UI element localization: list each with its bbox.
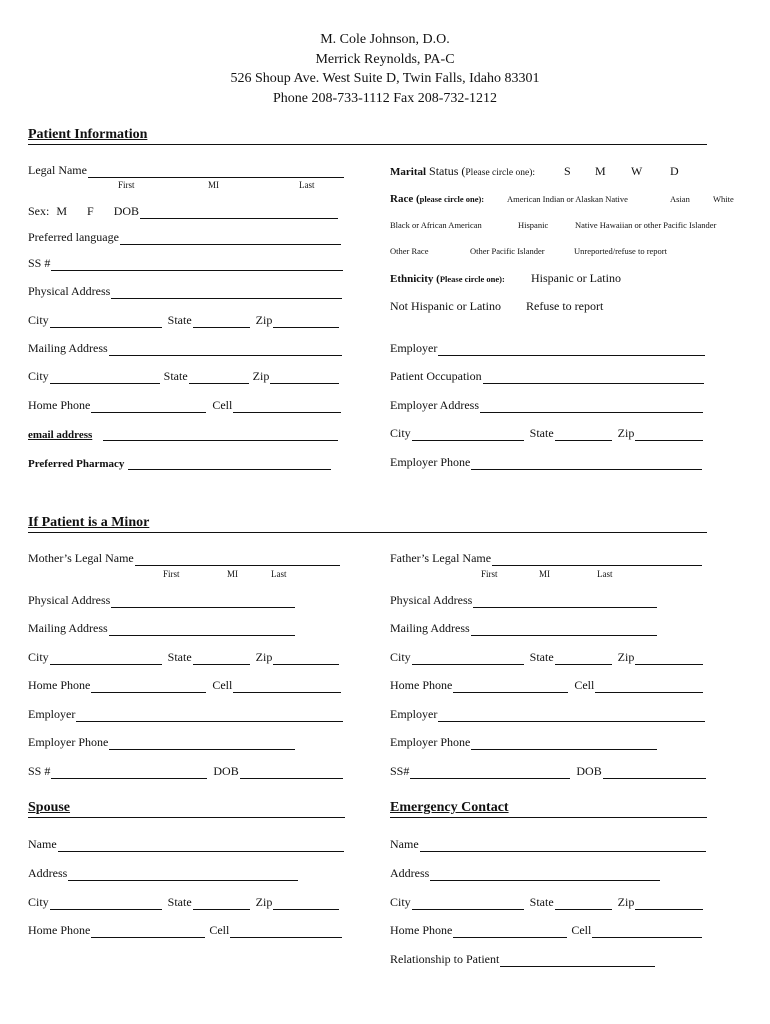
mother-mi-label: MI <box>227 569 238 579</box>
mother-first-label: First <box>163 569 180 579</box>
mother-dob-field[interactable] <box>240 766 343 779</box>
patient-info-title: Patient Information <box>28 127 707 145</box>
employer-address-row <box>390 398 703 413</box>
father-ss-field[interactable] <box>410 766 570 779</box>
physical-address-field[interactable] <box>111 286 342 299</box>
employer-phone-row <box>390 455 702 470</box>
dob-field[interactable] <box>140 206 338 219</box>
mother-physical-address-row <box>28 593 295 608</box>
practice-address: 526 Shoup Ave. West Suite D, Twin Falls, Idaho 83301 <box>230 71 540 86</box>
father-mi-label: MI <box>539 569 550 579</box>
emergency-cell-field[interactable] <box>592 925 702 938</box>
mother-employer-phone-label: Employer Phone <box>28 735 109 749</box>
occupation-row <box>390 369 704 384</box>
spouse-city-label: City <box>28 895 49 909</box>
zip-label: Zip <box>255 313 273 327</box>
emergency-zip-field[interactable] <box>635 897 703 910</box>
race-option-other-pacific[interactable]: Other Pacific Islander <box>470 246 545 256</box>
emergency-name-field[interactable] <box>420 839 706 852</box>
father-employer-phone-field[interactable] <box>471 737 657 750</box>
mother-physical-address-label: Physical Address <box>28 593 111 607</box>
employer-city-label: City <box>390 426 411 440</box>
race-option-native-hawaiian[interactable]: Native Hawaiian or other Pacific Islander <box>575 220 717 230</box>
mother-state-label: State <box>167 650 192 664</box>
language-row <box>28 230 341 245</box>
mother-name-row <box>28 551 340 566</box>
employer-label: Employer <box>390 341 438 355</box>
father-employer-label: Employer <box>390 707 438 721</box>
emergency-cell-label: Cell <box>571 923 592 937</box>
occupation-label: Patient Occupation <box>390 369 482 383</box>
preferred-language-label: Preferred language <box>28 230 119 244</box>
ss-label: SS # <box>28 256 51 270</box>
father-city-field[interactable] <box>412 652 524 665</box>
relationship-field[interactable] <box>500 954 655 967</box>
email-field[interactable] <box>103 428 338 441</box>
father-home-phone-field[interactable] <box>453 680 568 693</box>
mailing-city-field[interactable] <box>50 371 160 384</box>
spouse-zip-label: Zip <box>255 895 273 909</box>
emergency-address-field[interactable] <box>430 868 660 881</box>
father-mailing-address-field[interactable] <box>471 623 657 636</box>
state-label: State <box>167 313 192 327</box>
race-row <box>390 191 484 206</box>
emergency-city-field[interactable] <box>412 897 524 910</box>
pharmacy-label: Preferred Pharmacy <box>28 458 125 470</box>
race-option-american-indian[interactable]: American Indian or Alaskan Native <box>507 194 628 204</box>
spouse-cell-label: Cell <box>209 923 230 937</box>
legal-name-first-label: First <box>118 180 135 190</box>
legal-name-mi-label: MI <box>208 180 219 190</box>
home-phone-label: Home Phone <box>28 398 91 412</box>
employer-city-state-zip-row <box>390 426 703 441</box>
employer-phone-label: Employer Phone <box>390 455 471 469</box>
practice-phone-fax: Phone 208-733-1112 Fax 208-732-1212 <box>272 90 498 106</box>
emergency-address-row <box>390 866 660 881</box>
spouse-city-field[interactable] <box>50 897 162 910</box>
father-employer-phone-row <box>390 735 657 750</box>
father-name-row <box>390 551 702 566</box>
emergency-city-label: City <box>390 895 411 909</box>
father-ss-dob-row <box>390 764 706 779</box>
spouse-name-row <box>28 837 344 852</box>
spouse-city-state-zip-row <box>28 895 339 910</box>
father-home-phone-label: Home Phone <box>390 678 453 692</box>
father-physical-address-row <box>390 593 657 608</box>
employer-address-label: Employer Address <box>390 398 479 412</box>
father-dob-field[interactable] <box>603 766 706 779</box>
marital-d-option[interactable]: D <box>670 164 679 178</box>
race-note: please circle one): <box>419 194 485 204</box>
city-label: City <box>28 313 49 327</box>
mailing-city-label: City <box>28 369 49 383</box>
spouse-home-phone-field[interactable] <box>91 925 205 938</box>
emergency-name-label: Name <box>390 837 419 851</box>
father-last-label: Last <box>597 569 613 579</box>
ss-row <box>28 256 343 271</box>
mother-employer-phone-row <box>28 735 295 750</box>
mother-state-field[interactable] <box>193 652 250 665</box>
relationship-label: Relationship to Patient <box>390 952 500 966</box>
mother-ss-dob-row <box>28 764 343 779</box>
mother-last-label: Last <box>271 569 287 579</box>
father-city-state-zip-row <box>390 650 703 665</box>
spouse-state-label: State <box>167 895 192 909</box>
mother-home-phone-field[interactable] <box>91 680 206 693</box>
father-city-label: City <box>390 650 411 664</box>
spouse-section-title: Spouse <box>28 800 345 818</box>
mother-cell-label: Cell <box>212 678 233 692</box>
spouse-address-row <box>28 866 298 881</box>
employer-state-label: State <box>529 426 554 440</box>
ethnicity-label: Ethnicity ( <box>390 273 440 285</box>
emergency-contact-section-title: Emergency Contact <box>390 800 707 818</box>
spouse-name-label: Name <box>28 837 57 851</box>
employer-address-field[interactable] <box>480 400 703 413</box>
spouse-name-field[interactable] <box>58 839 344 852</box>
zip-field[interactable] <box>273 315 339 328</box>
legal-name-label: Legal Name <box>28 163 87 177</box>
ethnicity-note: Please circle one): <box>439 274 505 284</box>
race-option-other-race[interactable]: Other Race <box>390 246 429 256</box>
father-employer-field[interactable] <box>438 709 705 722</box>
mother-mailing-address-label: Mailing Address <box>28 621 108 635</box>
spouse-address-field[interactable] <box>68 868 298 881</box>
cell-label: Cell <box>212 398 233 412</box>
email-row <box>28 426 338 441</box>
home-phone-field[interactable] <box>91 400 206 413</box>
race-option-asian[interactable]: Asian <box>670 194 690 204</box>
spouse-address-label: Address <box>28 866 68 880</box>
mother-employer-phone-field[interactable] <box>109 737 295 750</box>
emergency-address-label: Address <box>390 866 430 880</box>
father-name-label: Father’s Legal Name <box>390 551 492 565</box>
mother-mailing-address-row <box>28 621 295 636</box>
father-mailing-address-row <box>390 621 657 636</box>
mother-city-state-zip-row <box>28 650 339 665</box>
spouse-zip-field[interactable] <box>273 897 339 910</box>
employer-zip-label: Zip <box>617 426 635 440</box>
employer-row <box>390 341 705 356</box>
father-dob-label: DOB <box>576 764 602 778</box>
mother-home-phone-label: Home Phone <box>28 678 91 692</box>
mother-name-label: Mother’s Legal Name <box>28 551 134 565</box>
relationship-row <box>390 952 655 967</box>
father-state-field[interactable] <box>555 652 612 665</box>
dob-label: DOB <box>113 204 140 218</box>
employer-field[interactable] <box>438 343 705 356</box>
home-phone-row <box>28 398 341 413</box>
marital-label: Marital <box>390 166 427 178</box>
emergency-zip-label: Zip <box>617 895 635 909</box>
mother-home-phone-row <box>28 678 341 693</box>
preferred-language-field[interactable] <box>120 232 341 245</box>
emergency-city-state-zip-row <box>390 895 703 910</box>
mother-dob-label: DOB <box>213 764 239 778</box>
mother-city-label: City <box>28 650 49 664</box>
marital-s-option[interactable]: S <box>564 164 571 178</box>
marital-w-option[interactable]: W <box>631 164 643 178</box>
race-option-hispanic[interactable]: Hispanic <box>518 220 549 230</box>
physical-address-row <box>28 284 342 299</box>
father-ss-label: SS# <box>390 764 410 778</box>
minor-section-title: If Patient is a Minor <box>28 515 707 533</box>
spouse-home-phone-row <box>28 923 342 938</box>
emergency-home-phone-row <box>390 923 702 938</box>
mother-employer-row <box>28 707 343 722</box>
father-zip-label: Zip <box>617 650 635 664</box>
sex-dob-row <box>28 204 338 219</box>
mother-ss-label: SS # <box>28 764 51 778</box>
emergency-name-row <box>390 837 706 852</box>
father-state-label: State <box>529 650 554 664</box>
mailing-zip-label: Zip <box>252 369 270 383</box>
mother-mailing-address-field[interactable] <box>109 623 295 636</box>
race-option-white[interactable]: White <box>713 194 734 204</box>
email-label: email address <box>28 429 93 441</box>
ethnicity-row <box>390 271 505 286</box>
legal-name-row <box>28 163 344 178</box>
marital-status-row <box>390 164 535 179</box>
doctor-name: M. Cole Johnson, D.O. <box>320 32 450 47</box>
mother-cell-field[interactable] <box>233 680 341 693</box>
sex-f-option[interactable]: F <box>87 204 94 218</box>
father-first-label: First <box>481 569 498 579</box>
pharmacy-field[interactable] <box>128 457 331 470</box>
city-field[interactable] <box>50 315 162 328</box>
mailing-address-label: Mailing Address <box>28 341 108 355</box>
father-cell-label: Cell <box>574 678 595 692</box>
mailing-zip-field[interactable] <box>270 371 339 384</box>
mother-city-field[interactable] <box>50 652 162 665</box>
employer-state-field[interactable] <box>555 428 612 441</box>
ethnicity-option-refuse[interactable]: Refuse to report <box>526 299 604 313</box>
city-state-zip-row <box>28 313 339 328</box>
ethnicity-option-hispanic[interactable]: Hispanic or Latino <box>531 271 621 285</box>
spouse-home-phone-label: Home Phone <box>28 923 91 937</box>
employer-phone-field[interactable] <box>471 457 702 470</box>
mailing-address-field[interactable] <box>109 343 342 356</box>
employer-zip-field[interactable] <box>635 428 703 441</box>
mother-name-field[interactable] <box>135 553 340 566</box>
race-option-black[interactable]: Black or African American <box>390 220 482 230</box>
marital-note: Please circle one): <box>465 168 536 178</box>
mailing-state-label: State <box>163 369 188 383</box>
marital-status-label: Status ( <box>429 164 466 178</box>
sex-m-option[interactable]: M <box>56 204 68 218</box>
physical-address-label: Physical Address <box>28 284 111 298</box>
marital-m-option[interactable]: M <box>595 164 606 178</box>
emergency-home-phone-field[interactable] <box>453 925 567 938</box>
father-employer-phone-label: Employer Phone <box>390 735 471 749</box>
father-home-phone-row <box>390 678 703 693</box>
mother-physical-address-field[interactable] <box>111 595 295 608</box>
race-label: Race ( <box>390 193 420 205</box>
father-cell-field[interactable] <box>595 680 703 693</box>
father-employer-row <box>390 707 705 722</box>
race-option-unreported[interactable]: Unreported/refuse to report <box>574 246 667 256</box>
occupation-field[interactable] <box>483 371 704 384</box>
mailing-address-row <box>28 341 342 356</box>
emergency-home-phone-label: Home Phone <box>390 923 453 937</box>
father-physical-address-field[interactable] <box>473 595 657 608</box>
practice-header <box>0 30 770 108</box>
sex-label: Sex: <box>28 204 50 218</box>
mailing-state-field[interactable] <box>189 371 249 384</box>
legal-name-field[interactable] <box>88 165 344 178</box>
father-name-field[interactable] <box>492 553 702 566</box>
mother-zip-label: Zip <box>255 650 273 664</box>
father-mailing-address-label: Mailing Address <box>390 621 470 635</box>
emergency-state-label: State <box>529 895 554 909</box>
mother-employer-label: Employer <box>28 707 76 721</box>
mother-zip-field[interactable] <box>273 652 339 665</box>
mother-ss-field[interactable] <box>51 766 207 779</box>
ethnicity-option-not-hispanic[interactable]: Not Hispanic or Latino <box>390 299 501 313</box>
father-zip-field[interactable] <box>635 652 703 665</box>
state-field[interactable] <box>193 315 250 328</box>
cell-field[interactable] <box>233 400 341 413</box>
legal-name-last-label: Last <box>299 180 315 190</box>
spouse-state-field[interactable] <box>193 897 250 910</box>
spouse-cell-field[interactable] <box>230 925 342 938</box>
pharmacy-row <box>28 455 331 470</box>
father-physical-address-label: Physical Address <box>390 593 473 607</box>
employer-city-field[interactable] <box>412 428 524 441</box>
mother-employer-field[interactable] <box>76 709 343 722</box>
ss-field[interactable] <box>51 258 343 271</box>
mailing-city-state-zip-row <box>28 369 339 384</box>
emergency-state-field[interactable] <box>555 897 612 910</box>
pa-name: Merrick Reynolds, PA-C <box>315 51 455 67</box>
